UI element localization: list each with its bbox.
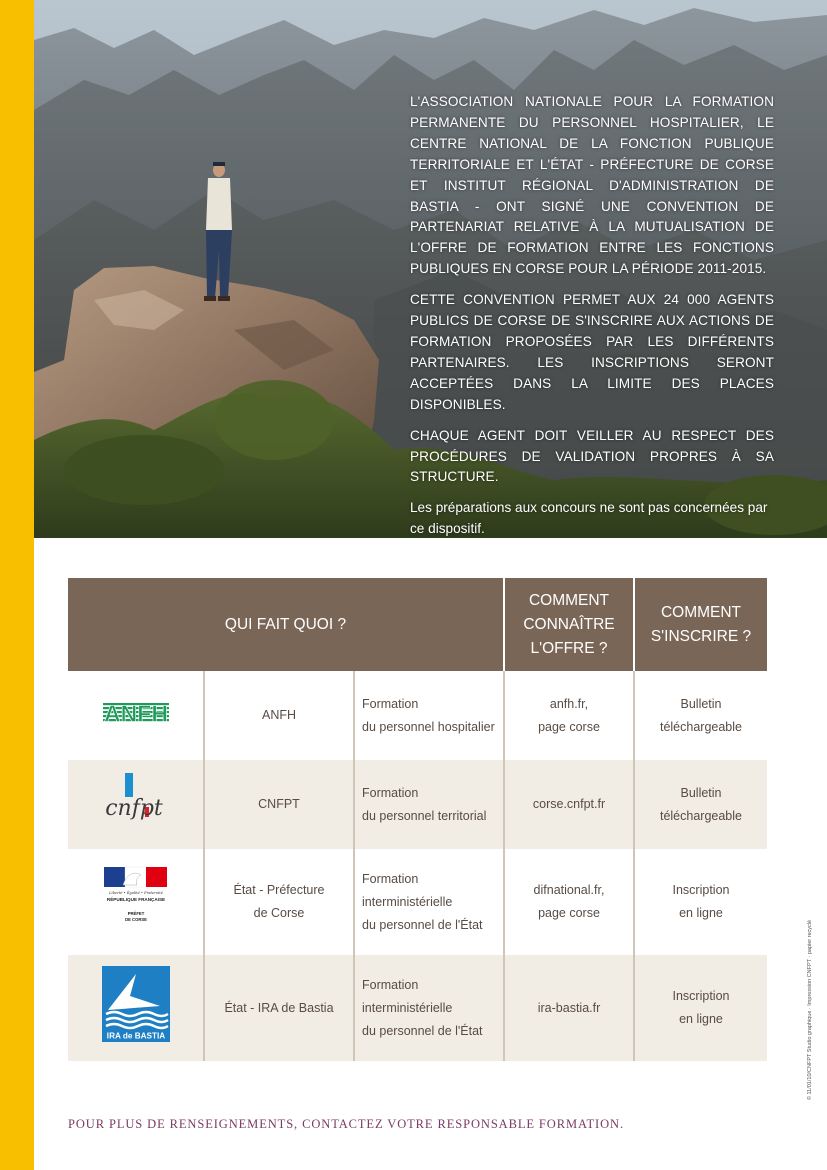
de-corse-text: DE CORSE <box>124 917 147 922</box>
cnfpt-logo-text: cnfpt <box>104 795 163 821</box>
partners-table <box>68 578 767 1061</box>
table-header-row <box>68 578 767 671</box>
hero-paragraph-agents: CETTE CONVENTION PERMET AUX 24 000 AGENTS PUBLICS DE CORSE DE S'INSCRIRE AUX ACTIONS DE FORMATION PROPOSÉES PAR LES DIFFÉRENTS PARTENAIRES. LES INSCRIPTIONS SERONT ACCEPTÉES DANS LA LIMITE DES PLACES DISPONIBLES. <box>410 292 774 412</box>
signup-cell <box>634 849 767 955</box>
description-line: du personnel de l'État <box>362 1023 483 1038</box>
offer-line: difnational.fr, <box>533 883 605 897</box>
signup-line: Bulletin <box>680 696 722 711</box>
cnfpt-logo <box>98 771 174 831</box>
signup-cell <box>634 671 767 760</box>
description-cell <box>354 671 504 760</box>
description-cell <box>354 955 504 1061</box>
partner-name-cell <box>204 760 354 849</box>
partner-name: de Corse <box>253 906 305 920</box>
description-line: Formation <box>362 977 419 992</box>
partner-name: ANFH <box>261 708 297 722</box>
offer-line: page corse <box>538 906 600 920</box>
anfh-logo-text: ANFH <box>103 700 168 726</box>
offer-cell <box>504 671 634 760</box>
ira-bastia-logo <box>102 966 170 1042</box>
hero-paragraph-convention: L'ASSOCIATION NATIONALE POUR LA FORMATION PERMANENTE DU PERSONNEL HOSPITALIER, LE CENTRE NATIONAL DE LA FONCTION PUBLIQUE TERRITORIALE ET L'ÉTAT - PRÉFECTURE DE CORSE ET INSTITUT RÉGIONAL D'ADMINISTRATION DE BASTIA - ONT SIGNÉ UNE CONVENTION DE PARTENARIAT RELATIVE À LA MUTUALISATION DE L'OFFRE DE FORMATION ENTRE LES FONCTIONS PUBLIQUES EN CORSE POUR LA PÉRIODE 2011-2015. <box>410 94 774 277</box>
table-row <box>68 671 767 760</box>
offer-cell <box>504 849 634 955</box>
description-line: du personnel de l'État <box>362 917 483 932</box>
description-line: interministérielle <box>362 894 453 909</box>
offer-line: corse.cnfpt.fr <box>532 797 606 811</box>
ira-logo-text: IRA de BASTIA <box>106 1031 165 1041</box>
hero-paragraph-concours: Les préparations aux concours ne sont pas concernées par ce dispositif. <box>410 500 768 537</box>
header-how-to-register <box>634 578 767 671</box>
signup-line: en ligne <box>679 906 723 920</box>
anfh-logo-cell <box>68 671 204 760</box>
cnfpt-logo-cell <box>68 760 204 849</box>
signup-line: en ligne <box>679 1012 723 1026</box>
offer-cell <box>504 955 634 1061</box>
description-line: Formation <box>362 696 419 711</box>
offer-cell <box>504 760 634 849</box>
republique-francaise-logo <box>101 863 171 933</box>
description-line: du personnel hospitalier <box>362 719 495 734</box>
footer-contact-note: POUR PLUS DE RENSEIGNEMENTS, CONTACTEZ VOTRE RESPONSABLE FORMATION. <box>68 1117 624 1131</box>
table-row <box>68 849 767 955</box>
header-offer-line: COMMENT <box>528 591 610 609</box>
header-offer-lines <box>511 589 627 661</box>
partner-name-cell <box>204 849 354 955</box>
signup-line: Bulletin <box>680 785 722 800</box>
republique-motto: Liberté • Égalité • Fraternité <box>108 891 163 895</box>
signup-cell <box>634 760 767 849</box>
description-cell <box>354 760 504 849</box>
hero-photo <box>34 0 827 538</box>
header-how-to-know-offer <box>504 578 634 671</box>
signup-line: Inscription <box>672 989 730 1003</box>
signup-line: téléchargeable <box>659 719 742 734</box>
yellow-side-bar <box>0 0 34 1170</box>
description-line: interministérielle <box>362 1000 453 1015</box>
anfh-logo <box>101 697 171 727</box>
republique-logo-cell <box>68 849 204 955</box>
signup-line: téléchargeable <box>659 808 742 823</box>
description-line: Formation <box>362 871 419 886</box>
partner-name-cell <box>204 671 354 760</box>
header-signup-line: COMMENT <box>660 603 742 621</box>
partner-name-cell <box>204 955 354 1061</box>
description-cell <box>354 849 504 955</box>
description-line: du personnel territorial <box>362 808 487 823</box>
header-offer-line: L'OFFRE ? <box>530 639 608 657</box>
header-who-does-what: QUI FAIT QUOI ? <box>68 578 504 671</box>
signup-cell <box>634 955 767 1061</box>
partner-name: État - IRA de Bastia <box>224 1000 334 1015</box>
table-row <box>68 760 767 849</box>
offer-line: anfh.fr, <box>549 696 589 711</box>
offer-line: page corse <box>538 719 600 734</box>
signup-line: Inscription <box>672 883 730 897</box>
description-line: Formation <box>362 785 419 800</box>
header-signup-line: S'INSCRIRE ? <box>650 627 752 645</box>
partner-name: CNFPT <box>258 797 300 811</box>
header-signup-lines <box>641 601 761 649</box>
print-credit: © 11/01/10/CNFPT Studio graphique · Impression CNFPT · papier recyclé <box>807 919 813 1101</box>
header-offer-line: CONNAÎTRE <box>523 615 615 633</box>
partner-name: État - Préfecture <box>233 883 325 897</box>
hero-paragraph-validation: CHAQUE AGENT DOIT VEILLER AU RESPECT DES PROCÉDURES DE VALIDATION PROPRES À SA STRUCTURE. <box>410 427 774 485</box>
offer-line: ira-bastia.fr <box>537 1000 601 1015</box>
table-row <box>68 955 767 1061</box>
republique-text: RÉPUBLIQUE FRANÇAISE <box>106 897 165 902</box>
ira-logo-cell <box>68 955 204 1061</box>
prefet-text: PRÉFET <box>127 911 144 916</box>
hero-text-block <box>410 92 774 538</box>
